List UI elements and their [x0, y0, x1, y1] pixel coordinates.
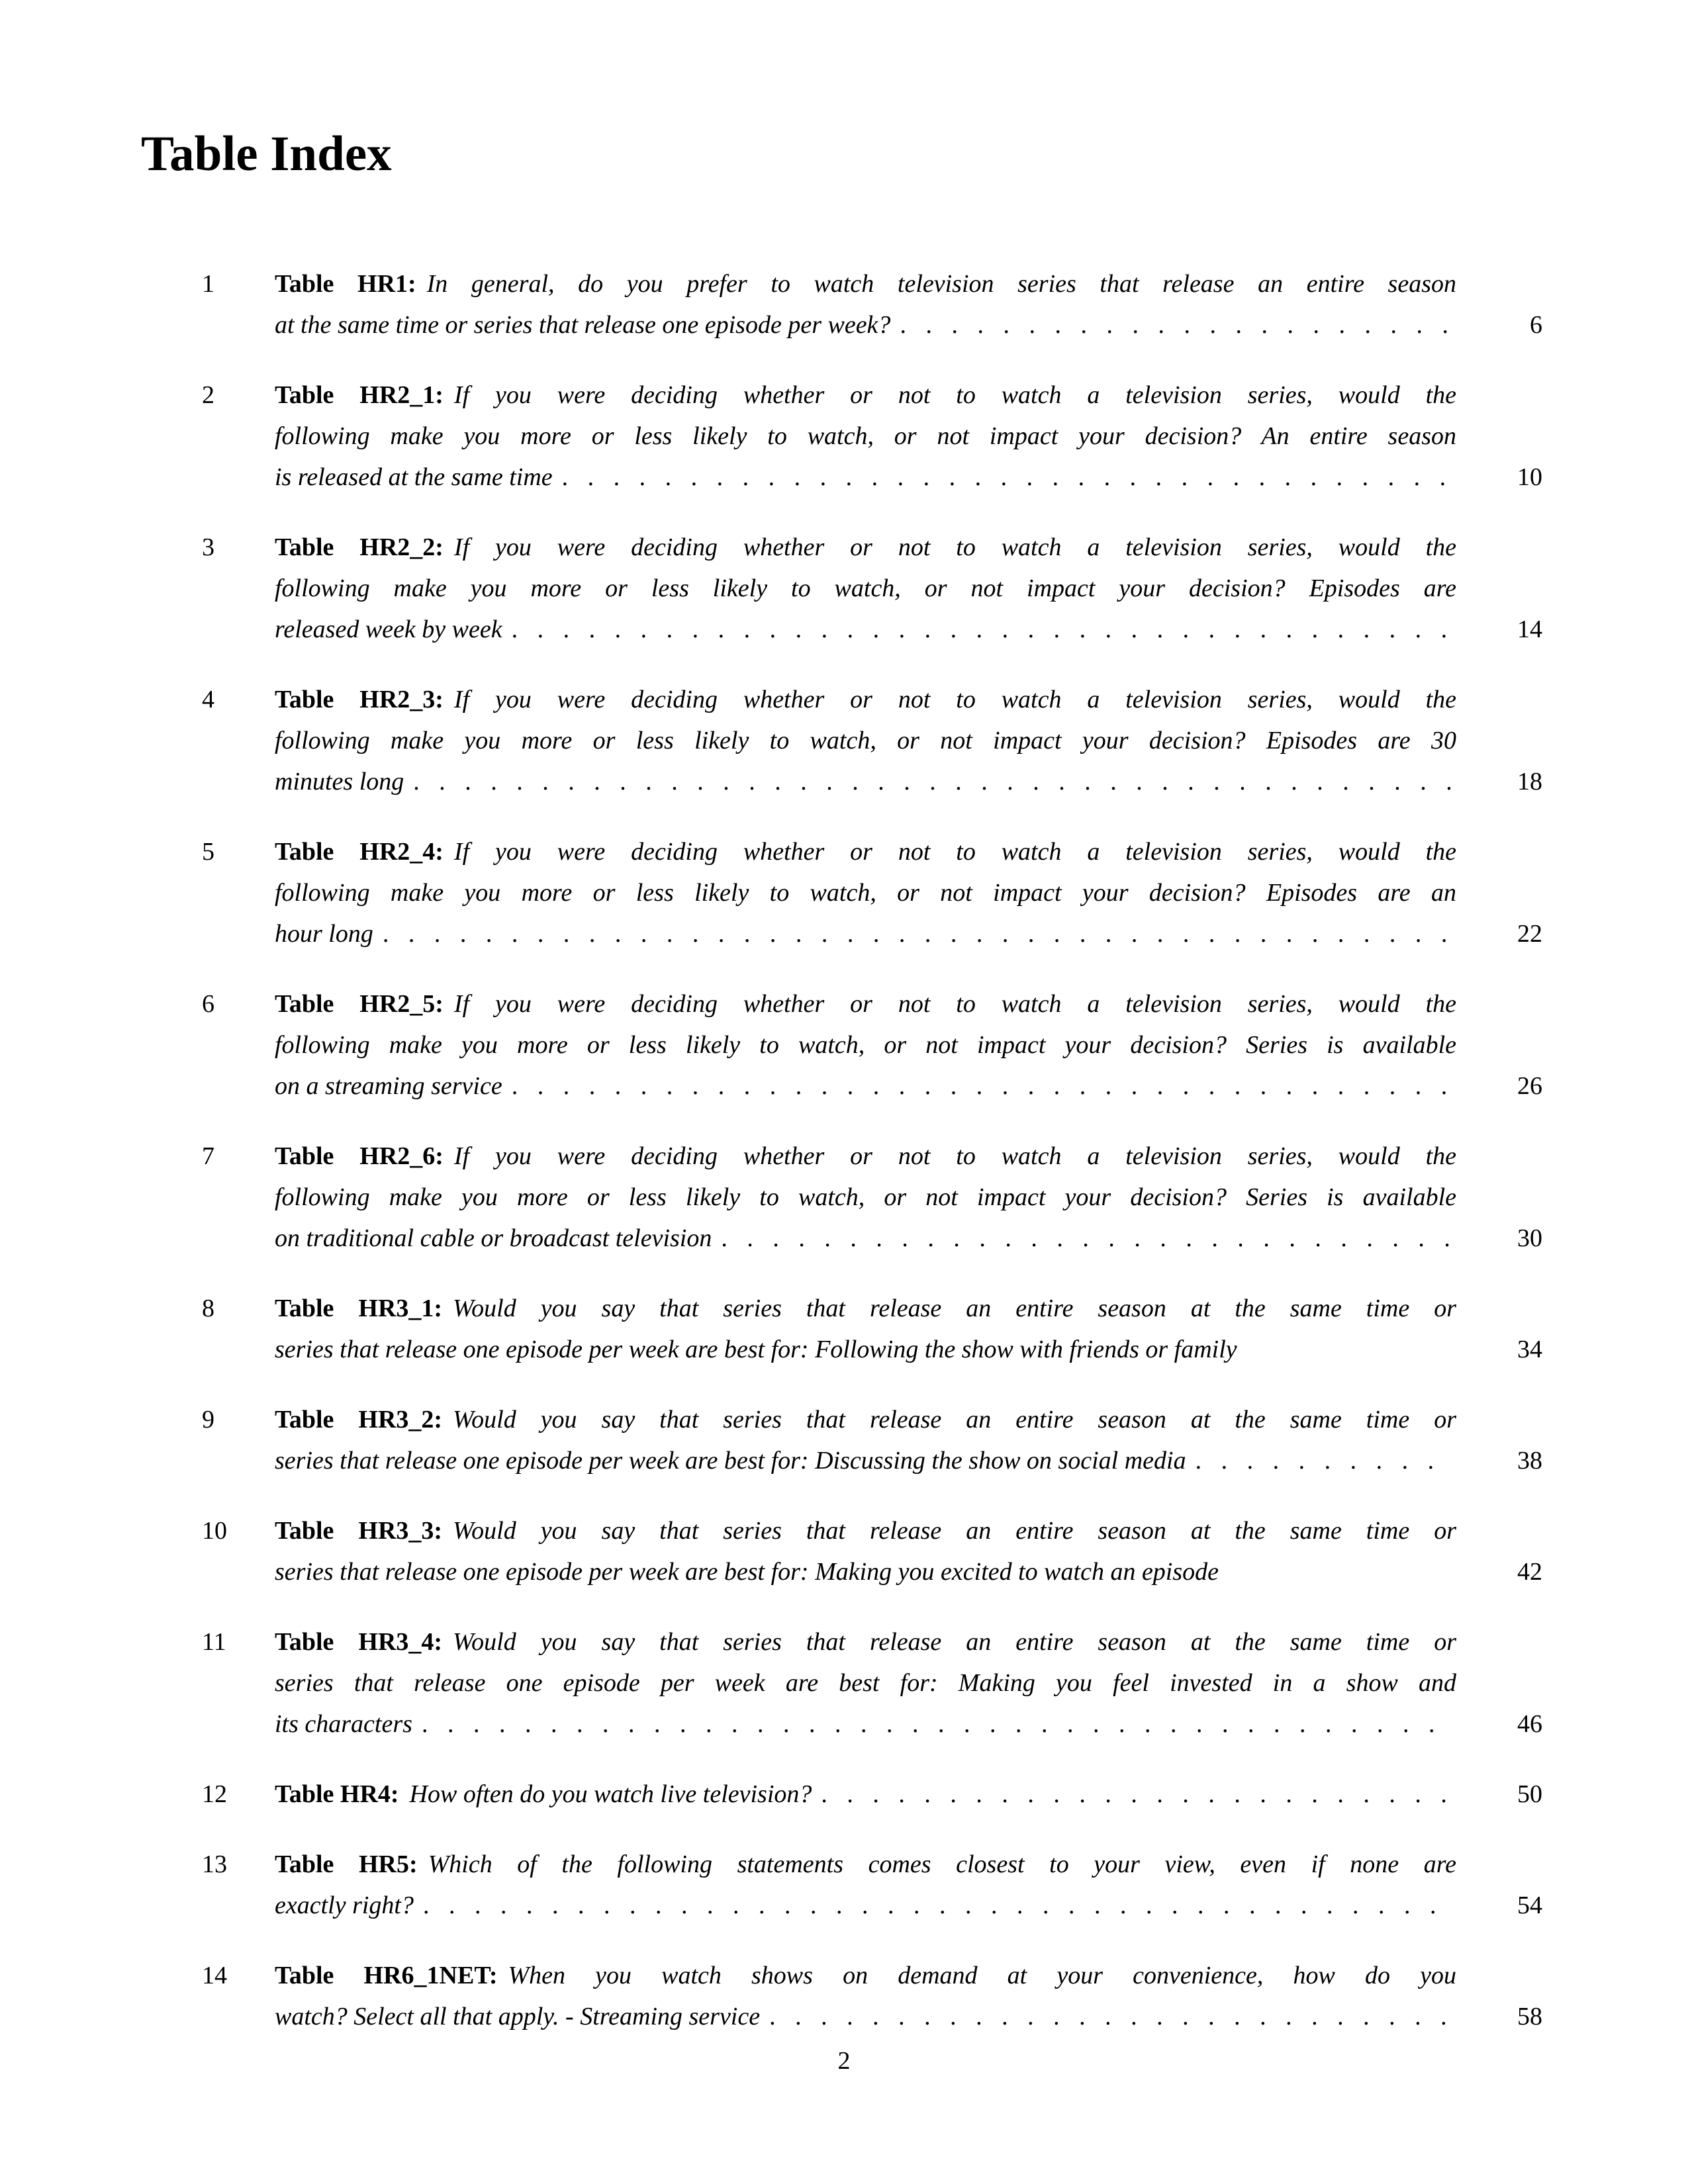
- entry-number: 13: [202, 1850, 227, 1878]
- entry-text: exactly right?: [275, 1891, 414, 1919]
- entry-body: [275, 679, 1542, 802]
- entry-text-line: following make you more or less likely to watch, or not impact your decision? Series is available: [275, 1031, 1456, 1059]
- toc-entry: [0, 1621, 1542, 1745]
- entry-page-number: 14: [1517, 615, 1542, 643]
- entry-label: Table HR1:: [275, 270, 416, 298]
- entry-page-number: 26: [1517, 1072, 1542, 1100]
- entry-text-line: Table HR2_3: If you were deciding whether or not to watch a television series, would the: [275, 686, 1457, 713]
- leader-dots: [512, 1066, 1454, 1107]
- entry-last-line: [275, 1218, 1542, 1259]
- entry-last-line: [275, 1551, 1542, 1592]
- entry-page-number: 54: [1517, 1891, 1542, 1919]
- entry-text-line: Table HR6_1NET: When you watch shows on demand at your convenience, how do you: [275, 1962, 1456, 1989]
- entry-text-line: Table HR3_4: Would you say that series that release an entire season at the same time or: [275, 1628, 1456, 1656]
- entry-number: 8: [202, 1295, 214, 1322]
- entry-text-line: following make you more or less likely to watch, or not impact your decision? Series is available: [275, 1183, 1456, 1211]
- entry-label: Table HR2_1:: [275, 381, 444, 409]
- entry-label: Table HR3_2:: [275, 1406, 443, 1433]
- table-index-list: [0, 263, 1542, 2066]
- toc-entry: [0, 1510, 1542, 1592]
- entry-page-number: 10: [1517, 463, 1542, 491]
- entry-last-line: [275, 761, 1542, 802]
- entry-text-line: Table HR2_1: If you were deciding whether or not to watch a television series, would the: [275, 381, 1457, 409]
- toc-entry: [0, 831, 1542, 954]
- entry-last-line: [275, 1885, 1542, 1926]
- entry-number: 11: [202, 1628, 226, 1656]
- leader-dots: [413, 761, 1454, 802]
- toc-entry: [0, 263, 1542, 345]
- entry-text-line: Table HR1: In general, do you prefer to watch television series that release an entire season: [275, 270, 1456, 298]
- entry-body: [275, 1288, 1542, 1370]
- entry-label: Table HR4:: [275, 1780, 399, 1808]
- entry-number: 6: [202, 990, 214, 1018]
- leader-dots: [512, 609, 1454, 650]
- entry-body: [275, 375, 1542, 498]
- entry-label: Table HR2_3:: [275, 686, 444, 713]
- entry-label: Table HR6_1NET:: [275, 1962, 498, 1989]
- entry-text-line: following make you more or less likely to watch, or not impact your decision? An entire season: [275, 422, 1456, 450]
- leader-dots: [1196, 1440, 1454, 1481]
- entry-number: 3: [202, 533, 214, 561]
- entry-text: on a streaming service: [275, 1072, 502, 1100]
- entry-label: Table HR3_1:: [275, 1295, 443, 1322]
- entry-text: at the same time or series that release one episode per week?: [275, 311, 891, 339]
- entry-last-line: [275, 1704, 1542, 1745]
- entry-last-line: [275, 1440, 1542, 1481]
- entry-page-number: 38: [1517, 1447, 1542, 1475]
- entry-text-line: Table HR3_3: Would you say that series that release an entire season at the same time or: [275, 1517, 1456, 1545]
- entry-label: Table HR2_2:: [275, 533, 444, 561]
- entry-label: Table HR5:: [275, 1850, 418, 1878]
- entry-label: Table HR2_5:: [275, 990, 444, 1018]
- entry-text: Table HR4: How often do you watch live television?: [275, 1780, 812, 1808]
- entry-label: Table HR2_6:: [275, 1142, 444, 1170]
- entry-text: series that release one episode per week are best for: Following the show with friends or family: [275, 1336, 1237, 1363]
- entry-body: [275, 527, 1542, 650]
- entry-text-line: series that release one episode per week are best for: Making you feel invested in a show and: [275, 1669, 1456, 1697]
- toc-entry: [0, 1288, 1542, 1370]
- toc-entry: [0, 1955, 1542, 2037]
- entry-number: 5: [202, 838, 214, 866]
- entry-last-line: [275, 457, 1542, 498]
- entry-label: Table HR3_4:: [275, 1628, 443, 1656]
- entry-page-number: 46: [1517, 1710, 1542, 1738]
- entry-text: hour long: [275, 920, 373, 948]
- entry-text-line: Table HR5: Which of the following statements comes closest to your view, even if none are: [275, 1850, 1456, 1878]
- entry-text: is released at the same time: [275, 463, 553, 491]
- entry-text-line: Table HR2_5: If you were deciding whether or not to watch a television series, would the: [275, 990, 1457, 1018]
- entry-body: [275, 1136, 1542, 1259]
- toc-entry: [0, 1136, 1542, 1259]
- entry-text: minutes long: [275, 768, 404, 796]
- entry-number: 4: [202, 686, 214, 713]
- toc-entry: [0, 1399, 1542, 1481]
- entry-text-line: Table HR2_6: If you were deciding whether or not to watch a television series, would the: [275, 1142, 1457, 1170]
- entry-text-line: Table HR2_4: If you were deciding whether or not to watch a television series, would the: [275, 838, 1457, 866]
- entry-last-line: [275, 1996, 1542, 2037]
- entry-last-line: [275, 913, 1542, 954]
- toc-entry: [0, 375, 1542, 498]
- entry-number: 14: [202, 1962, 227, 1989]
- entry-text-line: following make you more or less likely to watch, or not impact your decision? Episodes are 30: [275, 727, 1456, 754]
- toc-entry: [0, 679, 1542, 802]
- entry-text-line: Table HR3_1: Would you say that series that release an entire season at the same time or: [275, 1295, 1456, 1322]
- entry-last-line: [275, 1066, 1542, 1107]
- entry-body: [275, 263, 1542, 345]
- entry-body: [275, 1399, 1542, 1481]
- entry-label: Table HR3_3:: [275, 1517, 443, 1545]
- footer-page-number: 2: [837, 2047, 851, 2075]
- leader-dots: [422, 1704, 1454, 1745]
- leader-dots: [769, 1996, 1454, 2037]
- entry-text-line: Table HR3_2: Would you say that series that release an entire season at the same time or: [275, 1406, 1456, 1433]
- entry-body: [275, 1774, 1542, 1815]
- entry-body: [275, 983, 1542, 1107]
- entry-text-line: following make you more or less likely to watch, or not impact your decision? Episodes are: [275, 574, 1456, 602]
- entry-last-line: [275, 304, 1542, 345]
- entry-number: 9: [202, 1406, 214, 1433]
- entry-page-number: 34: [1517, 1336, 1542, 1363]
- entry-body: [275, 1621, 1542, 1745]
- toc-entry: [0, 1844, 1542, 1926]
- leader-dots: [383, 913, 1454, 954]
- entry-text: watch? Select all that apply. - Streaming service: [275, 2003, 761, 2030]
- entry-text: series that release one episode per week are best for: Discussing the show on social media: [275, 1447, 1186, 1475]
- entry-number: 7: [202, 1142, 214, 1170]
- entry-page-number: 58: [1517, 2003, 1542, 2030]
- entry-body: [275, 1844, 1542, 1926]
- leader-dots: [562, 457, 1454, 498]
- entry-page-number: 6: [1530, 311, 1542, 339]
- entry-page-number: 30: [1517, 1224, 1542, 1252]
- toc-entry: [0, 1774, 1542, 1815]
- leader-dots: [900, 304, 1454, 345]
- entry-body: [275, 831, 1542, 954]
- entry-last-line: [275, 1329, 1542, 1370]
- entry-body: [275, 1510, 1542, 1592]
- entry-text-line: following make you more or less likely to watch, or not impact your decision? Episodes are an: [275, 879, 1456, 907]
- entry-text: released week by week: [275, 615, 502, 643]
- leader-dots: [721, 1218, 1454, 1259]
- toc-entry: [0, 527, 1542, 650]
- entry-last-line: [275, 1774, 1542, 1815]
- entry-number: 2: [202, 381, 214, 409]
- entry-text: its characters: [275, 1710, 412, 1738]
- leader-dots: [821, 1774, 1454, 1815]
- entry-number: 12: [202, 1780, 227, 1808]
- entry-label: Table HR2_4:: [275, 838, 444, 866]
- leader-dots: [423, 1885, 1454, 1926]
- entry-page-number: 18: [1517, 768, 1542, 796]
- entry-number: 10: [202, 1517, 227, 1545]
- entry-last-line: [275, 609, 1542, 650]
- entry-body: [275, 1955, 1542, 2037]
- entry-text: on traditional cable or broadcast television: [275, 1224, 712, 1252]
- page-title: Table Index: [141, 126, 392, 181]
- entry-text-line: Table HR2_2: If you were deciding whether or not to watch a television series, would the: [275, 533, 1457, 561]
- entry-number: 1: [202, 270, 214, 298]
- entry-page-number: 50: [1517, 1780, 1542, 1808]
- entry-text: series that release one episode per week are best for: Making you excited to watch an episode: [275, 1558, 1219, 1586]
- entry-page-number: 22: [1517, 920, 1542, 948]
- entry-page-number: 42: [1517, 1558, 1542, 1586]
- toc-entry: [0, 983, 1542, 1107]
